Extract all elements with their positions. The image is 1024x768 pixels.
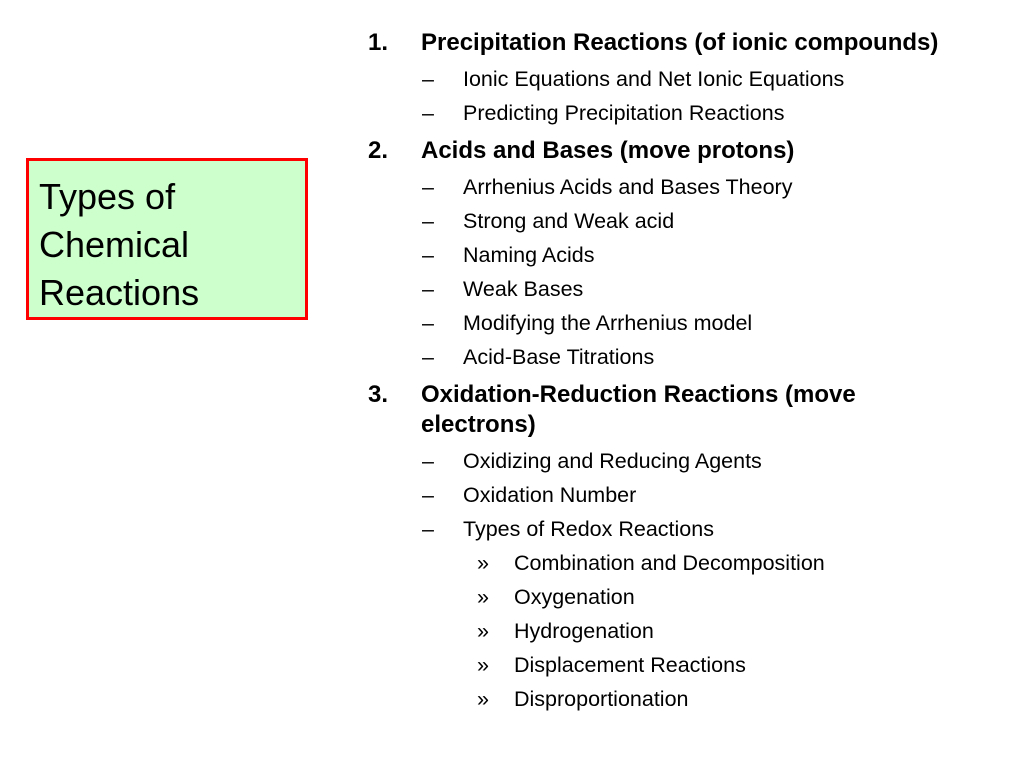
dash-marker: – — [422, 209, 434, 233]
chevron-marker: » — [477, 687, 489, 711]
list-item-text: Types of Redox Reactions — [463, 517, 714, 541]
list-item — [368, 238, 968, 272]
chevron-marker: » — [477, 551, 489, 575]
list-item — [368, 204, 968, 238]
sub-list-item-text: Combination and Decomposition — [514, 551, 825, 575]
dash-marker: – — [422, 517, 434, 541]
sub-list-item — [368, 580, 968, 614]
outline-list — [368, 28, 968, 716]
outline-number: 2. — [368, 137, 389, 164]
sub-list-item-text: Disproportionation — [514, 687, 689, 711]
outline-heading: Acids and Bases (move protons) — [421, 137, 795, 164]
list-item-text: Oxidation Number — [463, 483, 637, 507]
list-item — [368, 62, 968, 96]
sub-list-item — [368, 648, 968, 682]
list-item — [368, 170, 968, 204]
list-item — [368, 96, 968, 130]
sub-list-item-text: Displacement Reactions — [514, 653, 746, 677]
list-item — [368, 272, 968, 306]
list-item-text: Acid-Base Titrations — [463, 345, 655, 369]
sub-list-item — [368, 546, 968, 580]
outline-item-1 — [368, 28, 951, 58]
list-item — [368, 478, 968, 512]
title-box — [26, 158, 308, 320]
slide-title: Types of Chemical Reactions — [39, 176, 200, 313]
dash-marker: – — [422, 311, 434, 335]
outline-number: 3. — [368, 381, 389, 408]
dash-marker: – — [422, 243, 434, 267]
sub-list-item-text: Oxygenation — [514, 585, 635, 609]
sub-list-item — [368, 614, 968, 648]
outline-item-2 — [368, 136, 951, 166]
outline-heading: Precipitation Reactions (of ionic compounds) — [421, 29, 939, 56]
list-item — [368, 306, 968, 340]
list-item-text: Predicting Precipitation Reactions — [463, 101, 785, 125]
dash-marker: – — [422, 101, 434, 125]
list-item-text: Weak Bases — [463, 277, 584, 301]
list-item — [368, 512, 968, 546]
outline-number: 1. — [368, 29, 389, 56]
dash-marker: – — [422, 449, 434, 473]
list-item — [368, 340, 968, 374]
sub-list-item-text: Hydrogenation — [514, 619, 654, 643]
dash-marker: – — [422, 483, 434, 507]
sub-list-item — [368, 682, 968, 716]
chevron-marker: » — [477, 619, 489, 643]
chevron-marker: » — [477, 653, 489, 677]
list-item-text: Ionic Equations and Net Ionic Equations — [463, 67, 845, 91]
dash-marker: – — [422, 175, 434, 199]
list-item-text: Naming Acids — [463, 243, 595, 267]
list-item-text: Oxidizing and Reducing Agents — [463, 449, 762, 473]
list-item-text: Modifying the Arrhenius model — [463, 311, 753, 335]
list-item-text: Arrhenius Acids and Bases Theory — [463, 175, 793, 199]
outline-heading: Oxidation-Reduction Reactions (move electrons) — [421, 381, 856, 438]
dash-marker: – — [422, 345, 434, 369]
dash-marker: – — [422, 277, 434, 301]
chevron-marker: » — [477, 585, 489, 609]
list-item-text: Strong and Weak acid — [463, 209, 675, 233]
dash-marker: – — [422, 67, 434, 91]
list-item — [368, 444, 968, 478]
outline-item-3 — [368, 380, 951, 440]
